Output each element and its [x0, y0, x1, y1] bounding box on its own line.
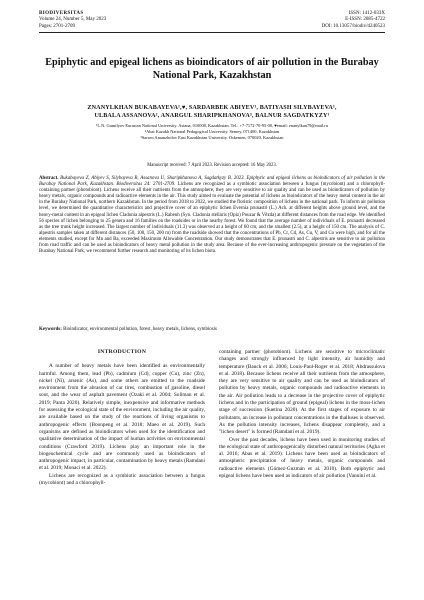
article-title: Epiphytic and epigeal lichens as bioindicators of air pollution in the Burabay National Park, Kazakhstan	[45, 57, 379, 81]
keywords	[39, 327, 385, 332]
body-column-right	[219, 349, 385, 480]
journal-name: BIODIVERSITAS	[39, 11, 84, 16]
journal-header-left	[39, 11, 106, 30]
journal-pages: Pages: 2701-2709	[39, 23, 75, 29]
header-divider	[39, 32, 385, 33]
author-list	[40, 104, 384, 120]
author-line: ULBALA ASSANOVA², ANARGUL SHARIPKHANOVA³, BALNUR SAGDATKYZY¹	[94, 113, 330, 119]
section-heading: INTRODUCTION	[97, 349, 147, 355]
abstract-label: Abstract.	[39, 176, 59, 181]
affiliation: ²Abai Kazakh National Pedagogical University. Semey, 071400, Kazakhstan	[144, 128, 280, 134]
journal-header-right	[322, 11, 385, 30]
manuscript-dates: Manuscript received: 7 April 2023. Revision accepted: 16 May 2023.	[147, 163, 277, 168]
abstract	[39, 176, 385, 255]
paragraph: Over the past decades, lichens have been used in monitoring studies of the ecological state of anthropogenically disturbed natural territories (Agha et al. 2016; Abas et al. 2019). Lichens have been used as bioindicators of atmospheric precipitation of heavy metals, organic compounds and radioactive elements (Gómez-Guzmán et al. 2010). Both epiphytic and epigeal lichens have been used as indicators of air pollution (Vannini et al.	[219, 436, 385, 480]
journal-doi: DOI: 10.13057/biodiv/d240523	[321, 23, 385, 29]
author-line: ZNANYLKHAN BUKABAYEVA¹,♥, SARDARBEK ABIYEV¹, BATIYASH SILYBAYEVA¹,	[87, 105, 337, 111]
paragraph: A number of heavy metals have been identified as environmentally harmful. Among them, lead (Pb), cadmium (Cd), copper (Cu), zinc (Zn), nickel (Ni), arsenic (As), and some others are emitted to the roadside environment from the abrasion of car tires, combustion of gasoline, diesel soot, and the wear of asphalt pavement (Ozaki et al. 2004; Soliman et al. 2019; Panta 2020). Relatively simple, inexpensive and informative methods for assessing the ecological state of the environment, including the air quality, are available based on the study of the reactions of living organisms to anthropogenic effects (Boonpeng et al. 2018; Maeo et al. 2019). Such organisms are defined as bioindicators when used for the identification and qualitative determination of the impact of human activities on environmental conditions (Crawford 2019). Lichens play an important role in the biogeochemical cycle and are commonly used as bioindicators of anthropogenic impact, in particular, contamination by heavy metals (Ramdani et al. 2019; Monaci et al. 2022).	[39, 363, 205, 472]
affiliation: ¹L.N. Gumilyov Eurasian National University. Astana, 010008, Kazakhstan. Tel.: +7-7172-70-95-00, ♥email: znanylkan79@mail.ru	[96, 123, 328, 128]
affiliation: ³Sarsen Amanzholov East Kazakhstan University. Oskemen, 070020, Kazakhstan	[140, 134, 284, 140]
journal-eissn: E-ISSN: 2085-4722	[345, 17, 385, 23]
affiliation-list	[40, 123, 384, 140]
journal-issn: ISSN: 1412-033X	[348, 11, 385, 16]
keywords-text: Bioindicator, environmental pollution, forest, heavy metals, lichens, symbiosis	[63, 327, 217, 332]
paragraph: Lichens are recognized as a symbiotic association between a fungus (mycobiont) and a chlorophyll-	[39, 472, 205, 487]
body-column-left	[39, 349, 205, 487]
abstract-body: Lichens are recognized as a symbiotic association between a fungus (mycobiont) and a chlorophyll-containing partner (photobiont). Lichens receive all their nutrients from the atmosphere, they are very sensitive to air quality and can be used as bioindicators of pollution by heavy metals, organic compounds and radioactive elements in the air. This study aimed to evaluate the potential of lichens as bioindicators of the heavy metal content in the air in the Burabay National Park, northern Kazakhstan. In the period from 2018 to 2022, we studied the floristic composition of lichens in the national park. To inform air pollution level, we determined the quantitative characteristics and projective cover of an epiphytic lichen Evernia prunastri (L.) Ach. at different heights above ground level, and the heavy-metal content in an epigeal lichen Cladonia alpestris (L.) Rabenh (Syn. Cladonia stellaris (Opiz) Pouzar & Vězda) at different distances from the road edge. We identified 56 species of lichen belonging to 25 genera and 16 families on the roadsides or in the nearby forest. We found that the average number of individuals of E. prunastri decreased as the tree trunk height increased. The largest number of individuals (11.3) was observed at a height of 60 cm, and the smallest (2.5), at a height of 150 cm. The analysis of C. alpestris samples taken at different distances (50, 100, 150, 200 m) from the roadside showed that the concentrations of Pb, Cr, Cd, As, Cu, V, and Co were high, and for all the elements studied, except for Mn and Ba, exceeded Maximum Allowable Concentration. Our study demonstrates that E. prunastri and C. alpestris are sensitive to air pollution from road traffic and can be used as bioindicators of heavy metal pollution in the study area. Because of the ever-increasing anthropogenic pressure on the vegetation of the Burabay National Park, we recommend further research and monitoring of its lichen biota.	[39, 182, 385, 255]
paragraph: containing partner (photobiont). Lichens are sensitive to microclimatic changes and strongly influenced by light intensity, air humidity and temperature (Bauck et al. 2006; Louis-Paul-Roger et al. 2018; Abdrassulova et al. 2018). Because lichens receive all their nutrients from the atmosphere, they are very sensitive to air quality and can be used as bioindicators of pollution by heavy metals, organic compounds and radioactive elements in the air. Air pollution leads to a decrease in the projective cover of epiphytic lichens and in the participation of ground (epigeal) lichens in the moss-lichen stage of succession (Suetina 2020). At the first stages of exposure to air pollutants, an increase in pollutant concentrations in the thalluses is observed. As the pollution intensity increases, lichens disappear completely, and a "lichen desert" is formed (Ramdani et al. 2019).	[219, 349, 385, 436]
keywords-label: Keywords:	[39, 327, 62, 332]
abstract-citation: Bukabayeva Z, Abiyev S, Silybayeva B, Assanova U, Sharipkhanova A, Sagdatkyzy B. 2023. Epiphytic and epigeal lichens as bioindicators of air pollution in the Burabay National Park, Kazakhstan. Biodiversitas 24: 2701-2709.	[39, 176, 385, 188]
journal-volume: Volume 24, Number 5, May 2023	[39, 17, 107, 23]
